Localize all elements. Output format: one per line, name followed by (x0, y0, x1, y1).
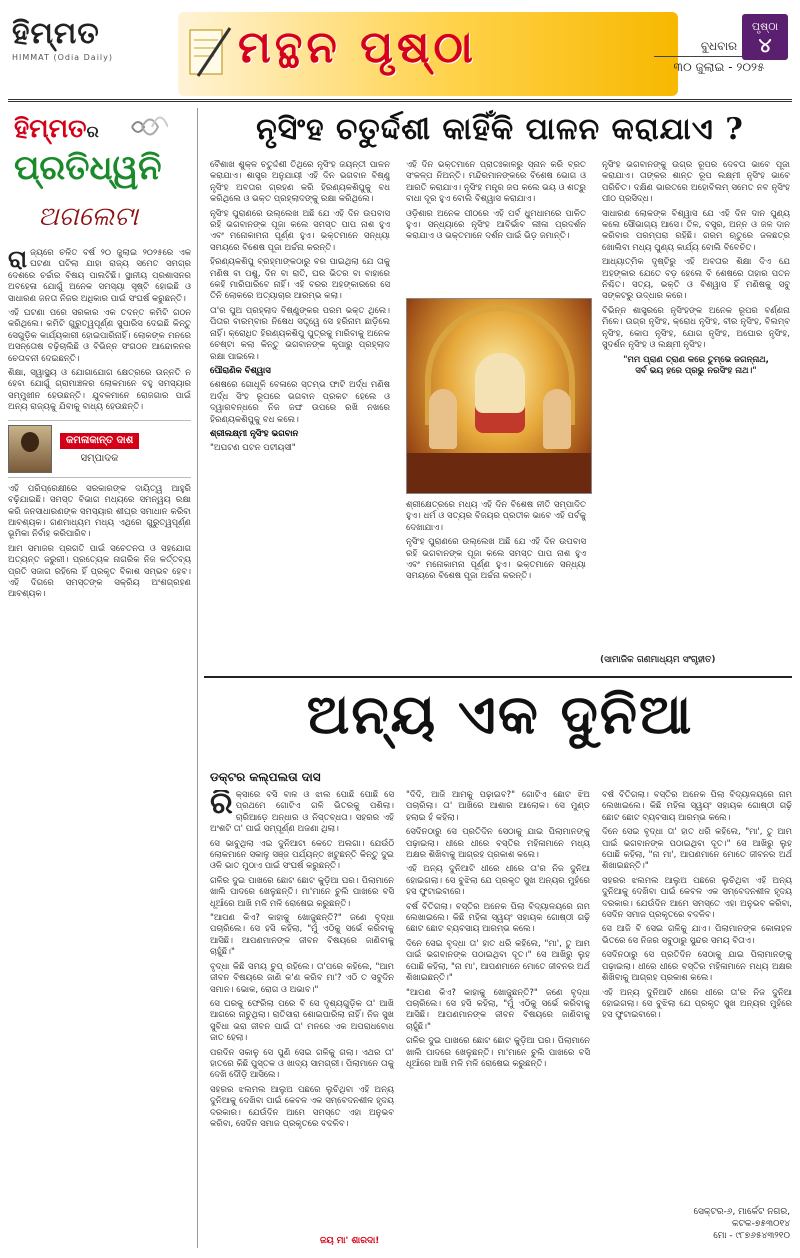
article-paragraph: "ଆପଣ କିଏ? କାହାକୁ ଖୋଜୁଛନ୍ତି?" ଜଣେ ବୃଦ୍ଧା ପଚାରିଲେ। ସେ ହସି କହିଲା, "ମୁଁ ଏଠିକୁ ସର୍ଭେ କରିବାକୁ ଆସିଛି। ଆପଣମାନଙ୍କ ଜୀବନ ବିଷୟରେ ଜାଣିବାକୁ ଚାହୁଁଛି।" (210, 913, 394, 958)
editorial-text-1: ଜ୍ୟରେ ଚଳିତ ବର୍ଷ ୨୦ ଜୁଲାଇ ୨୦୨୫ରେ ଏକ ଘଟଣା ଘଟିଲା ଯାହା ରାଜ୍ୟ ସମେତ ସମଗ୍ର ଦେଶରେ ଚର୍ଚ୍ଚାର ବିଷୟ ପାଲଟିଛି। ସ୍ଥାନୀୟ ପ୍ରଶାସନର ଅବହେଳା ଯୋଗୁଁ ଅନେକ ସମସ୍ୟା ସୃଷ୍ଟି ହୋଇଛି ଓ ସାଧାରଣ ଜନତା ନିଜର ଅଧିକାର ପାଇଁ ସଂଘର୍ଷ କରୁଛନ୍ତି। (8, 248, 191, 304)
article-paragraph: "ଦିଦି, ଆଜି ଆମକୁ ପଢ଼ାଇବ?" ଗୋଟିଏ ଛୋଟ ଝିଅ ପଚାରିଲା। ତା' ଆଖିରେ ଆଶାର ଆଲୋକ। ସେ ମୁଣ୍ଡ ହଲାଇ ହଁ କହିଲା। (406, 790, 590, 823)
article-paragraph: ପରଦିନ ସକାଳୁ ସେ ପୁଣି ସେଇ ଗଳିକୁ ଗଲା। ଏଥର ତା' ହାତରେ କିଛି ପୁସ୍ତକ ଓ ଖାଦ୍ୟ ସାମଗ୍ରୀ। ପିଲାମାନେ ତାକୁ ଦେଖି ଦୌଡ଼ି ଆସିଲେ। (210, 1047, 394, 1081)
author-contact (620, 1206, 790, 1242)
editorial-paragraph: ଆମ ସମାଜର ପ୍ରଗତି ପାଇଁ ସଚେତନତା ଓ ସହଯୋଗ ଅତ୍ୟନ୍ତ ଜରୁରୀ। ପ୍ରତ୍ୟେକ ନାଗରିକ ନିଜ କର୍ତ୍ତବ୍ୟ ପ୍ରତି ସଜାଗ ରହିଲେ ହିଁ ପ୍ରକୃତ ବିକାଶ ସମ୍ଭବ ହେବ। ଏହି ଦିଗରେ ସମସ୍ତଙ୍କ ସକ୍ରିୟ ଅଂଶଗ୍ରହଣ ଆବଶ୍ୟକ। (8, 543, 191, 600)
article-paragraph (210, 790, 394, 836)
section-title: ମନ୍ଥନ ପୃଷ୍ଠା (238, 22, 477, 73)
caption-deity: ଶ୍ରୀଲକ୍ଷ୍ମୀ ନୃସିଂହ ଭଗବାନ (210, 428, 299, 439)
article-paragraph: ଏହି ଅନ୍ୟ ଦୁନିଆଟି ଧୀରେ ଧୀରେ ତା'ର ନିଜ ଦୁନିଆ ହୋଇଗଲା। ସେ ବୁଝିଲା ଯେ ପ୍ରକୃତ ସୁଖ ଅନ୍ୟର ମୁହଁରେ ହସ ଫୁଟାଇବାରେ। (406, 864, 590, 898)
author-box (8, 420, 191, 478)
article-2-column-3 (602, 790, 792, 1200)
article-paragraph: ବର୍ଷ ବିତିଗଲା। ବସ୍ତିର ଅନେକ ପିଲା ବିଦ୍ୟାଳୟରେ ନାମ ଲେଖାଇଲେ। କିଛି ମହିଳା ସ୍ୱୟଂ ସହାୟକ ଗୋଷ୍ଠୀ ଗଢ଼ି ଛୋଟ ଛୋଟ ବ୍ୟବସାୟ ଆରମ୍ଭ କଲେ। (602, 790, 792, 823)
article-paragraph: ନୃସିଂହ ଭଗବାନଙ୍କୁ ଉଗ୍ର ରୂପର ଦେବତା ଭାବେ ପୂଜା କରାଯାଏ। ତାଙ୍କର ଶାନ୍ତ ରୂପ ଲକ୍ଷ୍ମୀ ନୃସିଂହ ଭାବେ ପରିଚିତ। ଦକ୍ଷିଣ ଭାରତରେ ଅହୋବିଲମ୍ ସମେତ ନବ ନୃସିଂହ ପୀଠ ପ୍ରସିଦ୍ଧ। (602, 160, 790, 205)
article-paragraph: ନୃସିଂହ ପୁରାଣରେ ଉଲ୍ଲେଖ ଅଛି ଯେ ଏହି ଦିନ ଉପବାସ ରହି ଭଗବାନଙ୍କ ପୂଜା କଲେ ସମସ୍ତ ପାପ ନାଶ ହୁଏ ଏବଂ ମନୋକାମନା ପୂର୍ଣ୍ଣ ହୁଏ। ଭକ୍ତମାନେ ସନ୍ଧ୍ୟା ସମୟରେ ବିଶେଷ ପୂଜା ଅର୍ଚ୍ଚନା କରନ୍ତି। (406, 537, 586, 582)
article-1-source: (ସାମାଜିକ ଗଣମାଧ୍ୟମ ସଂଗୃହୀତ) (600, 655, 716, 665)
article-paragraph: ଆଧ୍ୟାତ୍ମିକ ଦୃଷ୍ଟିରୁ ଏହି ଅବତାର ଶିକ୍ଷା ଦିଏ ଯେ ଅହଙ୍କାର ଯେତେ ବଡ଼ ହେଲେ ବି ଶେଷରେ ତାହାର ପତନ ନିଶ୍ଚିତ। ସତ୍ୟ, ଭକ୍ତି ଓ ବିଶ୍ୱାସ ହିଁ ମଣିଷକୁ ସବୁ ସଙ୍କଟରୁ ଉଦ୍ଧାର କରେ। (602, 257, 790, 302)
article-paragraph: ଶେଷରେ ଗୋଧୂଳି ବେଳାରେ ସ୍ତମ୍ଭ ଫାଟି ଅର୍ଦ୍ଧ ମଣିଷ ଅର୍ଦ୍ଧ ସିଂହ ରୂପରେ ଭଗବାନ ପ୍ରକଟ ହେଲେ ଓ ଦ୍ୱାରବନ୍ଧରେ ନିଜ ଜଙ୍ଘ ଉପରେ ରଖି ନଖରେ ହିରଣ୍ୟକଶିପୁକୁ ବଧ କଲେ। (210, 380, 390, 425)
article-paragraph: ଗଳିର ଦୁଇ ପାଖରେ ଛୋଟ ଛୋଟ କୁଡ଼ିଆ ଘର। ପିଲାମାନେ ଖାଲି ପାଦରେ ଖେଳୁଛନ୍ତି। ମା'ମାନେ ଚୁଲି ପାଖରେ ବସି ଧୂଆଁରେ ଆଖି ମଳି ମଳି ରୋଷେଇ କରୁଛନ୍ତି। (210, 875, 394, 909)
article-paragraph: ନୃସିଂହ ପୁରାଣରେ ଉଲ୍ଲେଖ ଅଛି ଯେ ଏହି ଦିନ ଉପବାସ ରହି ଭଗବାନଙ୍କ ପୂଜା କଲେ ସମସ୍ତ ପାପ ନାଶ ହୁଏ ଏବଂ ମନୋକାମନା ପୂର୍ଣ୍ଣ ହୁଏ। ଭକ୍ତମାନେ ସନ୍ଧ୍ୟା ସମୟରେ ବିଶେଷ ପୂଜା ଅର୍ଚ୍ଚନା କରନ୍ତି। (210, 208, 390, 253)
article-paragraph: ଶ୍ରୀକ୍ଷେତ୍ରରେ ମଧ୍ୟ ଏହି ଦିନ ବିଶେଷ ନୀତି ସମ୍ପାଦିତ ହୁଏ। ଧର୍ମ ଓ ସତ୍ୟର ବିଜୟର ପ୍ରତୀକ ଭାବେ ଏହି ପର୍ବକୁ ଦେଖାଯାଏ। (406, 500, 586, 533)
article-paragraph: ସହରର ଝଲମଲ ଆଲୁଅ ପଛରେ ଲୁଚିଥିବା ଏହି ଅନ୍ୟ ଦୁନିଆକୁ ଦେଖିବା ପାଇଁ କେବଳ ଏକ ସମ୍ବେଦନଶୀଳ ହୃଦୟ ଦରକାର। ଯେଉଁଦିନ ଆମେ ସମସ୍ତେ ଏହା ଅନୁଭବ କରିବା, ସେଦିନ ସମାଜ ପ୍ରକୃତରେ ବଦଳିବ। (210, 1084, 394, 1129)
column-brand-text: ହିମ୍ମତ (14, 114, 87, 144)
article-1-headline[interactable]: ନୃସିଂହ ଚତୁର୍ଦ୍ଦଶୀ କାହିଁକି ପାଳନ କରାଯାଏ ? (256, 112, 744, 147)
article-1 (210, 160, 790, 670)
article-paragraph: ବିଭିନ୍ନ ଶାସ୍ତ୍ରରେ ନୃସିଂହଙ୍କ ଅନେକ ରୂପର ବର୍ଣ୍ଣନା ମିଳେ। ଉଗ୍ର ନୃସିଂହ, କ୍ରୋଧ ନୃସିଂହ, ବୀର ନୃସିଂହ, ବିଲମ୍ବ ନୃସିଂହ, କୋପ ନୃସିଂହ, ଯୋଗ ନୃସିଂହ, ଅଘୋର ନୃସିଂହ, ସୁଦର୍ଶନ ନୃସିଂହ ଓ ଲକ୍ଷ୍ମୀ ନୃସିଂହ। (602, 305, 790, 351)
article-paragraph: ସହରର ଝଲମଲ ଆଲୁଅ ପଛରେ ଲୁଚିଥିବା ଏହି ଅନ୍ୟ ଦୁନିଆକୁ ଦେଖିବା ପାଇଁ କେବଳ ଏକ ସମ୍ବେଦନଶୀଳ ହୃଦୟ ଦରକାର। ଯେଉଁଦିନ ଆମେ ସମସ୍ତେ ଏହା ଅନୁଭବ କରିବା, ସେଦିନ ସମାଜ ପ୍ରକୃତରେ ବଦଳିବ। (602, 875, 792, 921)
article-paragraph: ହିରଣ୍ୟକଶିପୁ ବ୍ରହ୍ମାଙ୍କଠାରୁ ବର ପାଇଥିଲା ଯେ ତାକୁ ମଣିଷ ବା ପଶୁ, ଦିନ ବା ରାତି, ଘର ଭିତର ବା ବାହାରେ କେହି ମାରିପାରିବେ ନାହିଁ। ଏହି ବରର ଅହଙ୍କାରରେ ସେ ତିନି ଲୋକରେ ଅତ୍ୟାଚାର ଆରମ୍ଭ କଲା। (210, 257, 390, 302)
article-paragraph: ଦିନେ ସେଇ ବୃଦ୍ଧା ତା' ହାତ ଧରି କହିଲେ, "ମା', ତୁ ଆମ ପାଇଁ ଭଗବାନଙ୍କ ପଠାଇଥିବା ଦୂତ।" ସେ ଆଖିରୁ ଲୁହ ପୋଛି କହିଲା, "ନା ମା', ଆପଣମାନେ ମୋତେ ଜୀବନର ଅର୍ଥ ଶିଖାଇଛନ୍ତି।" (406, 938, 590, 984)
logo-text: ହିମ୍ମତ (12, 16, 100, 51)
drop-cap: ରା (8, 244, 28, 273)
page-label: ପୃଷ୍ଠା (751, 20, 779, 33)
contact-address-line-1: ସେକ୍ଟର-୬, ମାର୍କେଟ ନଗର, (693, 1207, 790, 1217)
article-2-headline[interactable]: ଅନ୍ୟ ଏକ ଦୁନିଆ (306, 682, 694, 746)
drop-cap: ରି (210, 790, 233, 821)
author-role: ସମ୍ପାଦକ (80, 452, 119, 464)
article-paragraph: ତା'ର ପୁଅ ପ୍ରହ୍ଲାଦ ବିଷ୍ଣୁଙ୍କର ପରମ ଭକ୍ତ ଥିଲେ। ପିତାର ବାରମ୍ବାର ନିଷେଧ ସତ୍ତ୍ୱେ ସେ ହରିନାମ ଛାଡ଼ିଲେ ନାହିଁ। କ୍ରୋଧିତ ହିରଣ୍ୟକଶିପୁ ପୁତ୍ରକୁ ମାରିବାକୁ ଅନେକ ଚେଷ୍ଟା କଲା କିନ୍ତୁ ଭଗବାନଙ୍କ କୃପାରୁ ପ୍ରହ୍ଲାଦ ରକ୍ଷା ପାଇଲେ। (210, 305, 390, 362)
contact-address-line-2: କଟକ-୭୫୩୦୧୪ (732, 1219, 790, 1229)
editorial-column (8, 108, 198, 1248)
article-2-column-2 (406, 790, 590, 1258)
column-title-brand (14, 114, 99, 145)
page-number-badge (742, 14, 788, 60)
article-2-byline: ଡକ୍ଟର କଲ୍ପଲତା ଦାସ (210, 770, 321, 784)
figure-left (429, 389, 457, 449)
newspaper-logo[interactable] (12, 16, 162, 96)
author-meta (60, 433, 139, 464)
article-paragraph: ସେ ଆଜି ବି ସେଇ ଗଳିକୁ ଯାଏ। ପିଲାମାନଙ୍କ କୋଳାହଳ ଭିତରେ ସେ ନିଜର ସବୁଠାରୁ ସୁନ୍ଦର ସମୟ ବିତାଏ। (602, 924, 792, 946)
column-author-signature: ଅଗଲେଟା (38, 202, 139, 232)
article-1-column-2 (406, 160, 586, 290)
figure-right (543, 389, 571, 449)
editorial-paragraph: ଏହି ପରିପ୍ରେକ୍ଷୀରେ ସରକାରଙ୍କ ଦାୟିତ୍ୱ ଆହୁରି ବଢ଼ିଯାଇଛି। ସମସ୍ତ ବିଭାଗ ମଧ୍ୟରେ ସମନ୍ୱୟ ରକ୍ଷା କରି ଜନସାଧାରଣଙ୍କ ସମସ୍ୟାର ଶୀଘ୍ର ସମାଧାନ କରିବା ଆବଶ୍ୟକ। ଗଣମାଧ୍ୟମ ମଧ୍ୟ ଏଥିରେ ଗୁରୁତ୍ୱପୂର୍ଣ୍ଣ ଭୂମିକା ନିର୍ବାହ କରିପାରିବ। (8, 483, 191, 540)
issue-day: ବୁଧବାର (654, 36, 784, 57)
editorial-paragraph (8, 244, 191, 305)
article-paragraph: ଦିନେ ସେଇ ବୃଦ୍ଧା ତା' ହାତ ଧରି କହିଲେ, "ମା', ତୁ ଆମ ପାଇଁ ଭଗବାନଙ୍କ ପଠାଇଥିବା ଦୂତ।" ସେ ଆଖିରୁ ଲୁହ ପୋଛି କହିଲା, "ନା ମା', ଆପଣମାନେ ମୋତେ ଜୀବନର ଅର୍ଥ ଶିଖାଇଛନ୍ତି।" (602, 827, 792, 872)
pen-icon (184, 22, 234, 82)
article-paragraph: ଏହି ଦିନ ଭକ୍ତମାନେ ପ୍ରାତଃକାଳରୁ ସ୍ନାନ କରି ବ୍ରତ ସଂକଳ୍ପ ନିଅନ୍ତି। ମନ୍ଦିରମାନଙ୍କରେ ବିଶେଷ ଭୋଗ ଓ ଆରତି କରାଯାଏ। ନୃସିଂହ ମନ୍ତ୍ର ଜପ କଲେ ଭୟ ଓ ଶତ୍ରୁ ବାଧା ଦୂର ହୁଏ ବୋଲି ବିଶ୍ୱାସ କରାଯାଏ। (406, 160, 586, 205)
article-verse: "ମମ ପ୍ରାଣ ତ୍ରାଣ କରେ ତୁମ୍ଭେ ଜଗନ୍ନାଥ, ସର୍ବ ଭୟ ହରେ ପ୍ରଭୁ ନରସିଂହ ନାଥ।" (623, 354, 769, 376)
contact-phone: ମୋ - ୯୮୭୬୫୪୩୨୧୦ (713, 1231, 790, 1241)
editorial-paragraph: ଏହି ଘଟଣା ପରେ ସରକାର ଏକ ତଦନ୍ତ କମିଟି ଗଠନ କରିଥିଲେ। କମିଟି ଗୁରୁତ୍ୱପୂର୍ଣ୍ଣ ସୁପାରିସ ଦେଇଛି କିନ୍ତୁ ସେଗୁଡ଼ିକ କାର୍ଯ୍ୟକାରୀ ହୋଇପାରିନାହିଁ। ଲୋକଙ୍କ ମନରେ ଅସନ୍ତୋଷ ବଢ଼ିଚାଲିଛି ଓ ବିଭିନ୍ନ ସଂଗଠନ ଆନ୍ଦୋଳନର ଚେତାବନୀ ଦେଇଛନ୍ତି। (8, 308, 191, 364)
section-banner (178, 12, 678, 96)
closing-note: ଜୟ ମା' ଶାରଦା! (320, 1236, 380, 1246)
article-paragraph: ଗଳିର ଦୁଇ ପାଖରେ ଛୋଟ ଛୋଟ କୁଡ଼ିଆ ଘର। ପିଲାମାନେ ଖାଲି ପାଦରେ ଖେଳୁଛନ୍ତି। ମା'ମାନେ ଚୁଲି ପାଖରେ ବସି ଧୂଆଁରେ ଆଖି ମଳି ମଳି ରୋଷେଇ କରୁଛନ୍ତି। (406, 1036, 590, 1069)
column-logo (8, 108, 191, 248)
article-paragraph: ଓଡ଼ିଶାର ଅନେକ ପୀଠରେ ଏହି ପର୍ବ ଧୁମଧାମରେ ପାଳିତ ହୁଏ। ସନ୍ଧ୍ୟାରେ ନୃସିଂହ ଆବିର୍ଭାବ ଲୀଳା ପ୍ରଦର୍ଶନ କରାଯାଏ ଓ ଭକ୍ତମାନେ ଦର୍ଶନ ପାଇଁ ଭିଡ଼ ଜମାନ୍ତି। (406, 208, 586, 242)
masthead (8, 6, 792, 102)
page-number: ୪ (758, 33, 772, 57)
article-1-column-2-lower (406, 500, 586, 670)
editorial-paragraph: ଶିକ୍ଷା, ସ୍ୱାସ୍ଥ୍ୟ ଓ ଯୋଗାଯୋଗ କ୍ଷେତ୍ରରେ ଉନ୍ନତି ନ ହେବା ଯୋଗୁଁ ଗ୍ରାମାଞ୍ଚଳର ଲୋକମାନେ ବହୁ ସମସ୍ୟାର ସମ୍ମୁଖୀନ ହେଉଛନ୍ତି। ଯୁବକମାନେ ରୋଜଗାର ପାଇଁ ଅନ୍ୟ ରାଜ୍ୟକୁ ଯିବାକୁ ବାଧ୍ୟ ହେଉଛନ୍ତି। (8, 368, 191, 413)
article-paragraph: ସେଦିନଠାରୁ ସେ ପ୍ରତିଦିନ ସେଠାକୁ ଯାଇ ପିଲାମାନଙ୍କୁ ପଢ଼ାଇଲା। ଧୀରେ ଧୀରେ ବସ୍ତିର ମହିଳାମାନେ ମଧ୍ୟ ଅକ୍ଷର ଶିଖିବାକୁ ଆଗ୍ରହ ପ୍ରକାଶ କଲେ। (602, 950, 792, 984)
sound-wave-icon (128, 112, 168, 142)
editorial-body (8, 244, 191, 601)
narasimha-deity-image[interactable] (406, 298, 592, 494)
author-photo (8, 425, 52, 473)
article-subhead: ପୌରାଣିକ ବିଶ୍ୱାସ (210, 365, 271, 376)
article-paragraph: ସାଧାରଣ ଲୋକଙ୍କ ବିଶ୍ୱାସ ଯେ ଏହି ଦିନ ଦାନ ପୁଣ୍ୟ କଲେ ସୌଭାଗ୍ୟ ଆସେ। ତିଳ, ବସ୍ତ୍ର, ଅନ୍ନ ଓ ଜଳ ଦାନ କରିବାର ପରମ୍ପରା ରହିଛି। ଗରମ ଋତୁରେ ଜଳଛତ୍ର ଖୋଲିବା ମଧ୍ୟ ପୁଣ୍ୟ କାର୍ଯ୍ୟ ବୋଲି ବିବେଚିତ। (602, 208, 790, 253)
article-paragraph: ବୃଦ୍ଧା କିଛି ସମୟ ଚୁପ୍ ରହିଲେ। ତା'ପରେ କହିଲେ, "ଆମ ଜୀବନ ବିଷୟରେ ଜାଣି କ'ଣ କରିବ ମା'? ଏଠି ତ ସବୁଦିନ ସମାନ। ଭୋକ, ରୋଗ ଓ ଅଭାବ।" (210, 961, 394, 995)
article-paragraph: ଏହି ଅନ୍ୟ ଦୁନିଆଟି ଧୀରେ ଧୀରେ ତା'ର ନିଜ ଦୁନିଆ ହୋଇଗଲା। ସେ ବୁଝିଲା ଯେ ପ୍ରକୃତ ସୁଖ ଅନ୍ୟର ମୁହଁରେ ହସ ଫୁଟାଇବାରେ। (602, 987, 792, 1021)
column-title: ପ୍ରତିଧ୍ୱନି (14, 148, 162, 188)
article-text: କ୍ସାରେ ବସି ବାଳ ଓ ଝାଲ ପୋଛି ପୋଛି ସେ ପ୍ରଥମେ ଗୋଟିଏ ଗଳି ଭିତରକୁ ପଶିଲା। ଚାରିଆଡ଼େ ଅନ୍ଧାର ଓ ନିସ୍ତବ୍ଧତା। ସହରର ଏହି ଅଂଶଟି ତା' ପାଇଁ ସମ୍ପୂର୍ଣ୍ଣ ଅଜଣା ଥିଲା। (210, 790, 394, 835)
figure-center (475, 353, 525, 433)
author-name: କମଳାକାନ୍ତ ଦାଶ (60, 433, 139, 448)
article-paragraph: ବୈଶାଖ ଶୁକ୍ଳ ଚତୁର୍ଦ୍ଦଶୀ ତିଥିରେ ନୃସିଂହ ଜୟନ୍ତୀ ପାଳନ କରାଯାଏ। ଶାସ୍ତ୍ର ଅନୁଯାୟୀ ଏହି ଦିନ ଭଗବାନ ବିଷ୍ଣୁ ନୃସିଂହ ଅବତାର ଗ୍ରହଣ କରି ହିରଣ୍ୟକଶିପୁକୁ ବଧ କରିଥିଲେ ଓ ଭକ୍ତ ପ୍ରହ୍ଲାଦଙ୍କୁ ରକ୍ଷା କରିଥିଲେ। (210, 160, 390, 205)
article-paragraph: ସେ ଘରକୁ ଫେରିଲା ପରେ ବି ସେ ଦୃଶ୍ୟଗୁଡ଼ିକ ତା' ଆଖି ଆଗରେ ନାଚୁଥିଲା। ରାତିସାରା ଶୋଇପାରିଲା ନାହିଁ। ନିଜ ସୁଖ ସୁବିଧା ଭରା ଜୀବନ ପାଇଁ ତା' ମନରେ ଏକ ଅପରାଧବୋଧ ଜାତ ହେଲା। (210, 998, 394, 1044)
article-paragraph: ବର୍ଷ ବିତିଗଲା। ବସ୍ତିର ଅନେକ ପିଲା ବିଦ୍ୟାଳୟରେ ନାମ ଲେଖାଇଲେ। କିଛି ମହିଳା ସ୍ୱୟଂ ସହାୟକ ଗୋଷ୍ଠୀ ଗଢ଼ି ଛୋଟ ଛୋଟ ବ୍ୟବସାୟ ଆରମ୍ଭ କଲେ। (406, 901, 590, 935)
logo-subtext: HIMMAT (Odia Daily) (12, 53, 113, 62)
image-base (407, 453, 591, 493)
caption-quote: "ଅଘଟଣ ଘଟନ ପଟୀୟସୀ" (210, 443, 296, 454)
article-1-column-3 (602, 160, 790, 670)
article-paragraph: ସେଦିନଠାରୁ ସେ ପ୍ରତିଦିନ ସେଠାକୁ ଯାଇ ପିଲାମାନଙ୍କୁ ପଢ଼ାଇଲା। ଧୀରେ ଧୀରେ ବସ୍ତିର ମହିଳାମାନେ ମଧ୍ୟ ଅକ୍ଷର ଶିଖିବାକୁ ଆଗ୍ରହ ପ୍ରକାଶ କଲେ। (406, 827, 590, 861)
issue-date: ୩୦ ଜୁଲାଇ - ୨୦୨୫ (673, 60, 765, 74)
article-1-column-1 (210, 160, 390, 670)
article-2-column-1 (210, 790, 394, 1230)
column-brand-suffix: ର (86, 122, 99, 141)
section-divider (204, 676, 792, 678)
article-paragraph: ସେ ଭାବୁଥିଲା ଏଇ ଦୁନିଆଟା କେତେ ଅଲଗା। ଯେଉଁଠି ଲୋକମାନେ ସକାଳୁ ସଞ୍ଜ ପର୍ଯ୍ୟନ୍ତ ଖଟୁଛନ୍ତି କିନ୍ତୁ ଦୁଇ ଓଳି ଭାତ ମୁଠାଏ ପାଇଁ ସଂଘର୍ଷ କରୁଛନ୍ତି। (210, 838, 394, 872)
article-paragraph: "ଆପଣ କିଏ? କାହାକୁ ଖୋଜୁଛନ୍ତି?" ଜଣେ ବୃଦ୍ଧା ପଚାରିଲେ। ସେ ହସି କହିଲା, "ମୁଁ ଏଠିକୁ ସର୍ଭେ କରିବାକୁ ଆସିଛି। ଆପଣମାନଙ୍କ ଜୀବନ ବିଷୟରେ ଜାଣିବାକୁ ଚାହୁଁଛି।" (406, 987, 590, 1032)
